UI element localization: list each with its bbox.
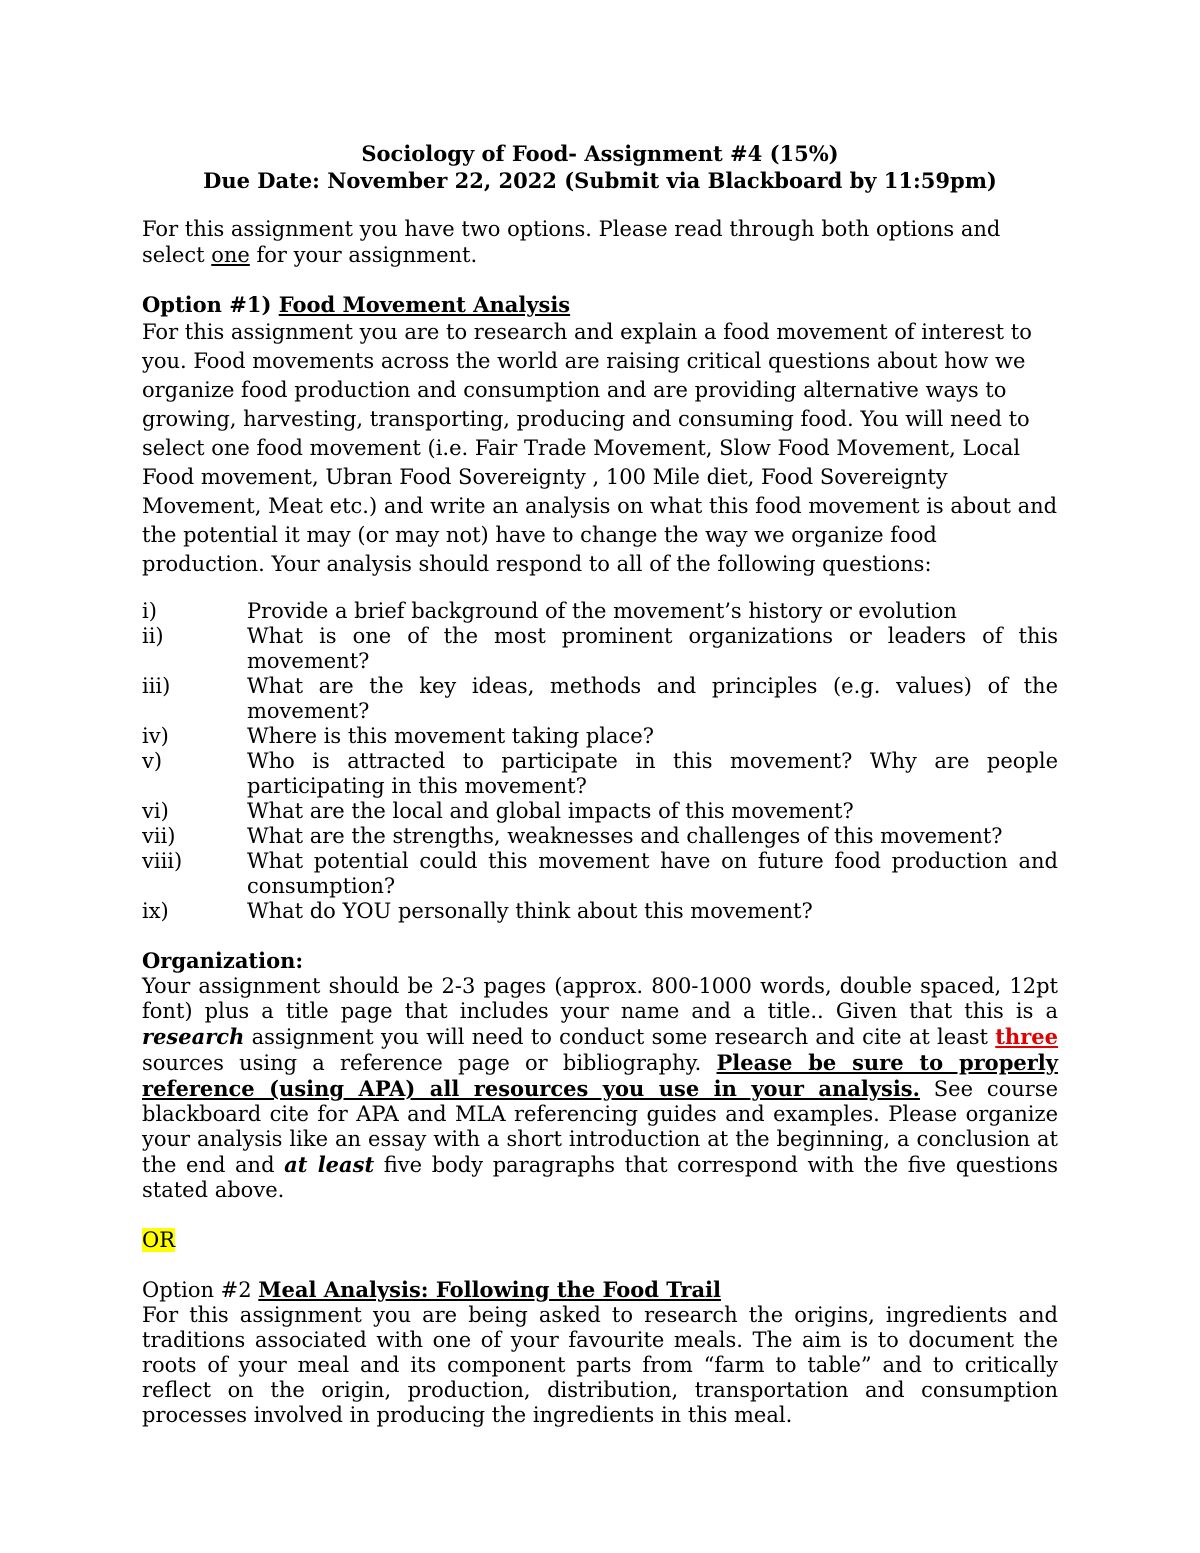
question-number: ii) — [142, 624, 164, 648]
org-reference-emphasis: Please be sure to properly reference (using APA) all resources you use in your analysis. — [142, 1050, 1058, 1101]
question-number: i) — [142, 599, 157, 623]
org-text-1: Your assignment should be 2-3 pages (approx. 800-1000 words, double spaced, 12pt font) plus a title page that includes your name and a title.. Given that this is a — [142, 974, 1058, 1023]
org-text-4: See course blackboard cite for APA and MLA referencing guides and examples. Please organize your analysis like an essay with a short introduction at the beginning, a conclusion at the end and — [142, 1077, 1058, 1177]
or-label: OR — [142, 1228, 176, 1252]
question-text: What potential could this movement have on future food production and consumption? — [247, 849, 1058, 898]
question-list — [142, 599, 1058, 924]
question-item — [142, 674, 1058, 724]
question-number: viii) — [142, 849, 183, 873]
question-item — [142, 824, 1058, 849]
option2-title: Meal Analysis: Following the Food Trail — [258, 1277, 722, 1302]
option1-body: For this assignment you are to research and explain a food movement of interest to you. Food movements across the world are raising critical questions about how we organize food production and consumption and are providing alternative ways to growing, harvesting, transporting, producing and consuming food. You will need to select one food movement (i.e. Fair Trade Movement, Slow Food Movement, Local Food movement, Ubran Food Sovereignty , 100 Mile diet, Food Sovereignty Movement, Meat etc.) and write an analysis on what this food movement is about and the potential it may (or may not) have to change the way we organize food production. Your analysis should respond to all of the following questions: — [142, 320, 1058, 576]
question-number: iv) — [142, 724, 169, 748]
org-text-5: five body paragraphs that correspond with the five questions stated above. — [142, 1153, 1058, 1202]
question-item — [142, 624, 1058, 674]
question-text: Provide a brief background of the movement’s history or evolution — [247, 599, 957, 623]
question-item — [142, 724, 1058, 749]
option2-body: For this assignment you are being asked to research the origins, ingredients and traditions associated with one of your favourite meals. The aim is to document the roots of your meal and its component parts from “farm to table” and to critically reflect on the origin, production, distribution, transportation and consumption processes involved in producing the ingredients in this meal. — [142, 1303, 1058, 1427]
question-item — [142, 749, 1058, 799]
org-text-3: sources using a reference page or bibliography. — [142, 1051, 717, 1075]
question-item — [142, 849, 1058, 899]
or-divider — [142, 1227, 1058, 1253]
question-number: v) — [142, 749, 163, 773]
assignment-title: Sociology of Food- Assignment #4 (15%) — [361, 141, 839, 166]
question-item — [142, 899, 1058, 924]
option1-label: Option #1) — [142, 292, 279, 317]
option1-heading — [142, 292, 1058, 318]
question-item — [142, 599, 1058, 624]
question-text: What are the strengths, weaknesses and challenges of this movement? — [247, 824, 1003, 848]
intro-paragraph — [142, 216, 1058, 268]
option2-heading — [142, 1277, 1058, 1303]
intro-emphasis: one — [211, 243, 250, 267]
intro-text-1: For this assignment you have two options. Please read through both options and select — [142, 217, 1001, 267]
option2-label: Option #2 — [142, 1278, 259, 1302]
question-text: Where is this movement taking place? — [247, 724, 654, 748]
organization-paragraph — [142, 974, 1058, 1203]
question-item — [142, 799, 1058, 824]
question-text: What are the key ideas, methods and principles (e.g. values) of the movement? — [247, 674, 1058, 723]
org-text-2: assignment you will need to conduct some research and cite at least — [244, 1025, 996, 1049]
question-number: vi) — [142, 799, 169, 823]
question-number: ix) — [142, 899, 169, 923]
question-text: What is one of the most prominent organizations or leaders of this movement? — [247, 624, 1058, 673]
question-text: What do YOU personally think about this movement? — [247, 899, 813, 923]
option1-title: Food Movement Analysis — [278, 292, 571, 317]
org-at-least-emphasis: at least — [284, 1152, 375, 1177]
org-three-emphasis: three — [995, 1024, 1058, 1049]
question-text: What are the local and global impacts of this movement? — [247, 799, 854, 823]
question-number: iii) — [142, 674, 171, 698]
question-number: vii) — [142, 824, 176, 848]
organization-heading: Organization: — [142, 948, 304, 973]
due-date: Due Date: November 22, 2022 (Submit via Blackboard by 11:59pm) — [203, 168, 997, 193]
org-research-emphasis: research — [142, 1024, 245, 1049]
document-page — [142, 140, 1058, 1428]
question-text: Who is attracted to participate in this movement? Why are people participating in this movement? — [247, 749, 1058, 798]
document-header — [142, 140, 1058, 194]
intro-text-2: for your assignment. — [249, 243, 478, 267]
